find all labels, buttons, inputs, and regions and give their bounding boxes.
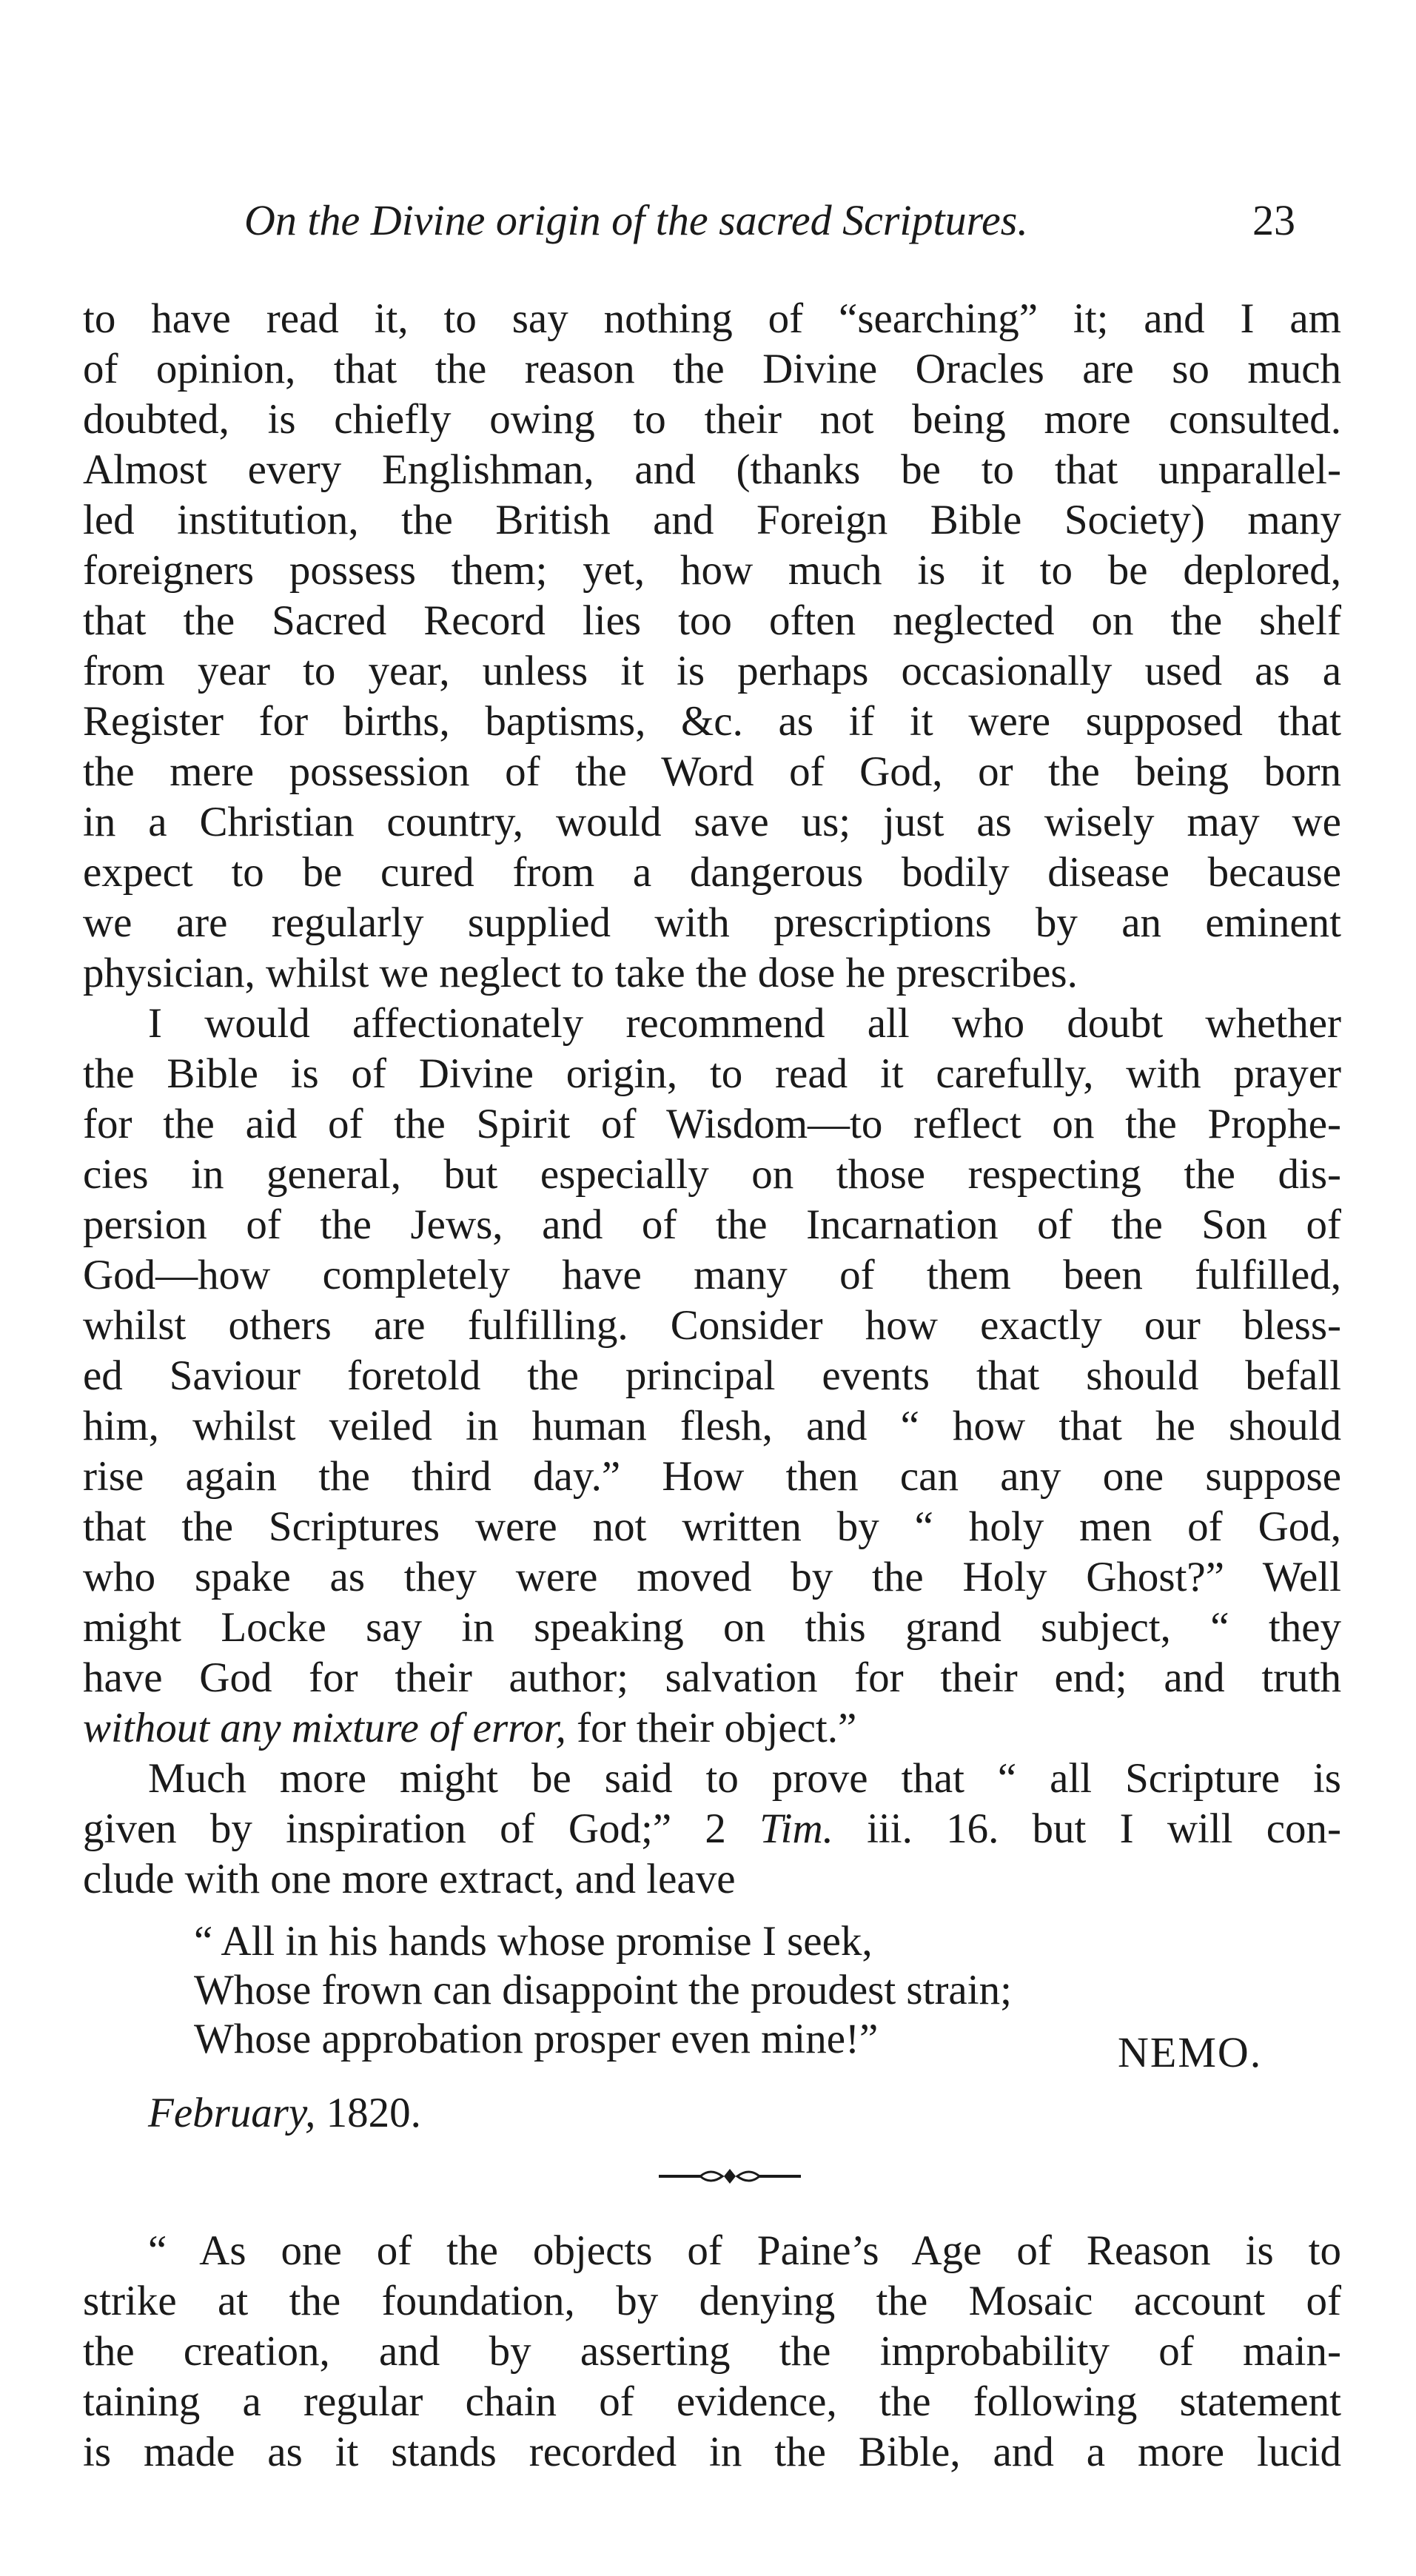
line-start: given by inspiration of God;” 2 xyxy=(83,1805,760,1852)
text-line: that the Scriptures were not written by “ holy men of God, xyxy=(83,1503,1341,1550)
text-line: of opinion, that the reason the Divine Oracles are so much xyxy=(83,346,1341,392)
dateline-year: 1820. xyxy=(315,2090,421,2136)
text-line: expect to be cured from a dangerous bodily disease because xyxy=(83,849,1341,896)
italic-phrase: without any mixture of error, xyxy=(83,1705,566,1751)
text-line: in a Christian country, would save us; just as wisely may we xyxy=(83,799,1341,845)
text-line: Register for births, baptisms, &c. as if it were supposed that xyxy=(83,698,1341,745)
text-line: “ As one of the objects of Paine’s Age of Reason is to xyxy=(148,2227,1341,2274)
text-line: who spake as they were moved by the Holy Ghost?” Well xyxy=(83,1554,1341,1600)
author-signature: NEMO. xyxy=(1118,2028,1263,2076)
text-line: rise again the third day.” How then can any one suppose xyxy=(83,1453,1341,1500)
text-line: that the Sacred Record lies too often neglected on the shelf xyxy=(83,597,1341,644)
text-line: the creation, and by asserting the improbability of main- xyxy=(83,2328,1341,2375)
text-line: Almost every Englishman, and (thanks be to that unparallel- xyxy=(83,446,1341,493)
text-line: doubted, is chiefly owing to their not being more consulted. xyxy=(83,396,1341,443)
text-line: ed Saviour foretold the principal events that should befall xyxy=(83,1352,1341,1399)
text-line: the Bible is of Divine origin, to read it carefully, with prayer xyxy=(83,1050,1341,1097)
text-line: is made as it stands recorded in the Bible, and a more lucid xyxy=(83,2429,1341,2475)
verse-line: Whose frown can disappoint the proudest strain; xyxy=(194,1967,1012,2013)
text-line: to have read it, to say nothing of “searching” it; and I am xyxy=(83,295,1341,342)
text-line: the mere possession of the Word of God, or the being born xyxy=(83,748,1341,795)
text-line: clude with one more extract, and leave xyxy=(83,1856,736,1902)
verse-line: “ All in his hands whose promise I seek, xyxy=(194,1918,873,1965)
text-line: foreigners possess them; yet, how much is it to be deplored, xyxy=(83,547,1341,594)
text-line: strike at the foundation, by denying the Mosaic account of xyxy=(83,2278,1341,2324)
verse-line: Whose approbation prosper even mine!” xyxy=(194,2016,879,2062)
text-line: cies in general, but especially on those respecting the dis- xyxy=(83,1151,1341,1198)
text-line: persion of the Jews, and of the Incarnation of the Son of xyxy=(83,1201,1341,1248)
text-line: have God for their author; salvation for their end; and truth xyxy=(83,1654,1341,1701)
text-line: God—how completely have many of them been fulfilled, xyxy=(83,1252,1341,1298)
text-line: Much more might be said to prove that “ all Scripture is xyxy=(148,1755,1341,1802)
text-line: might Locke say in speaking on this grand subject, “ they xyxy=(83,1604,1341,1651)
text-line: led institution, the British and Foreign Bible Society) many xyxy=(83,497,1341,543)
line-remainder: for their object.” xyxy=(566,1705,857,1751)
text-line: for the aid of the Spirit of Wisdom—to reflect on the Prophe- xyxy=(83,1101,1341,1147)
text-line: whilst others are fulfilling. Consider how exactly our bless- xyxy=(83,1302,1341,1349)
dateline xyxy=(148,2089,421,2138)
running-head xyxy=(244,191,1295,250)
text-line: we are regularly supplied with prescriptions by an eminent xyxy=(83,899,1341,946)
text-line: him, whilst veiled in human flesh, and “ how that he should xyxy=(83,1403,1341,1449)
reference-line xyxy=(83,1805,1341,1854)
section-divider-ornament xyxy=(657,2161,802,2191)
running-title: On the Divine origin of the sacred Scriptures. xyxy=(244,196,1028,244)
text-line: from year to year, unless it is perhaps occasionally used as a xyxy=(83,648,1341,694)
page-number: 23 xyxy=(1252,196,1295,244)
dateline-month: February, xyxy=(148,2090,316,2136)
italic-text-line xyxy=(83,1704,1341,1753)
scripture-reference: Tim. xyxy=(759,1805,833,1852)
line-end: iii. 16. but I will con- xyxy=(833,1805,1341,1852)
text-line: taining a regular chain of evidence, the following statement xyxy=(83,2378,1341,2425)
text-line: I would affectionately recommend all who doubt whether xyxy=(148,1000,1341,1047)
text-line: physician, whilst we neglect to take the dose he prescribes. xyxy=(83,950,1078,996)
